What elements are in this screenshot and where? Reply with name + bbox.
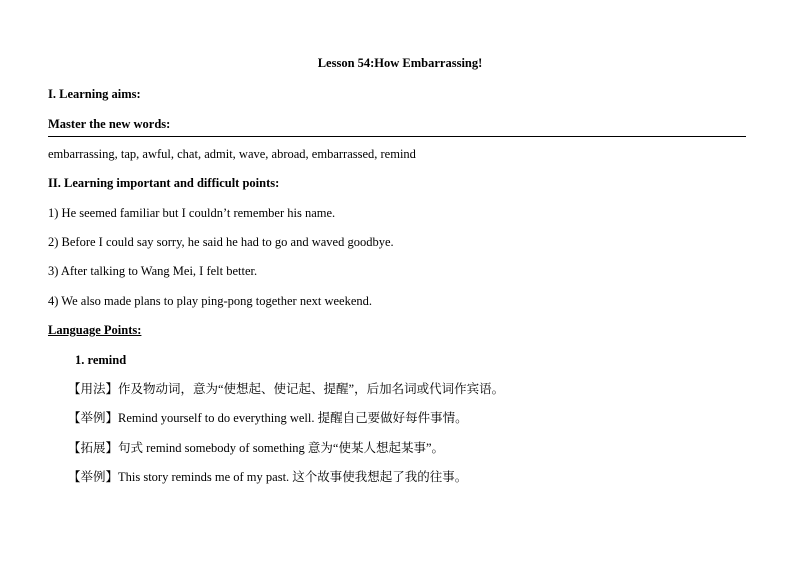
language-points-heading: Language Points: xyxy=(48,323,142,337)
example-line-2: 【举例】This story reminds me of my past. 这个故事使我想起了我的往事。 xyxy=(68,470,468,484)
point-item-1: 1) He seemed familiar but I couldn’t remember his name. xyxy=(48,206,336,220)
point-item-4: 4) We also made plans to play ping-pong together next weekend. xyxy=(48,294,373,308)
remind-item-heading: 1. remind xyxy=(75,353,127,367)
example-line-1: 【举例】Remind yourself to do everything well. 提醒自己要做好每件事情。 xyxy=(68,411,468,425)
learning-aims-heading: I. Learning aims: xyxy=(48,87,141,101)
new-words-list: embarrassing, tap, awful, chat, admit, wave, abroad, embarrassed, remind xyxy=(48,147,416,161)
point-item-3: 3) After talking to Wang Mei, I felt better. xyxy=(48,264,258,278)
important-points-heading: II. Learning important and difficult points: xyxy=(48,176,280,190)
usage-line: 【用法】作及物动词，意为“使想起、使记起、提醒”，后加名词或代词作宾语。 xyxy=(68,382,505,396)
point-item-2: 2) Before I could say sorry, he said he had to go and waved goodbye. xyxy=(48,235,394,249)
divider-line xyxy=(48,136,746,137)
extension-line: 【拓展】句式 remind somebody of something 意为“使某人想起某事”。 xyxy=(68,441,445,455)
page-title: Lesson 54:How Embarrassing! xyxy=(317,56,483,70)
new-words-heading: Master the new words: xyxy=(48,117,171,131)
